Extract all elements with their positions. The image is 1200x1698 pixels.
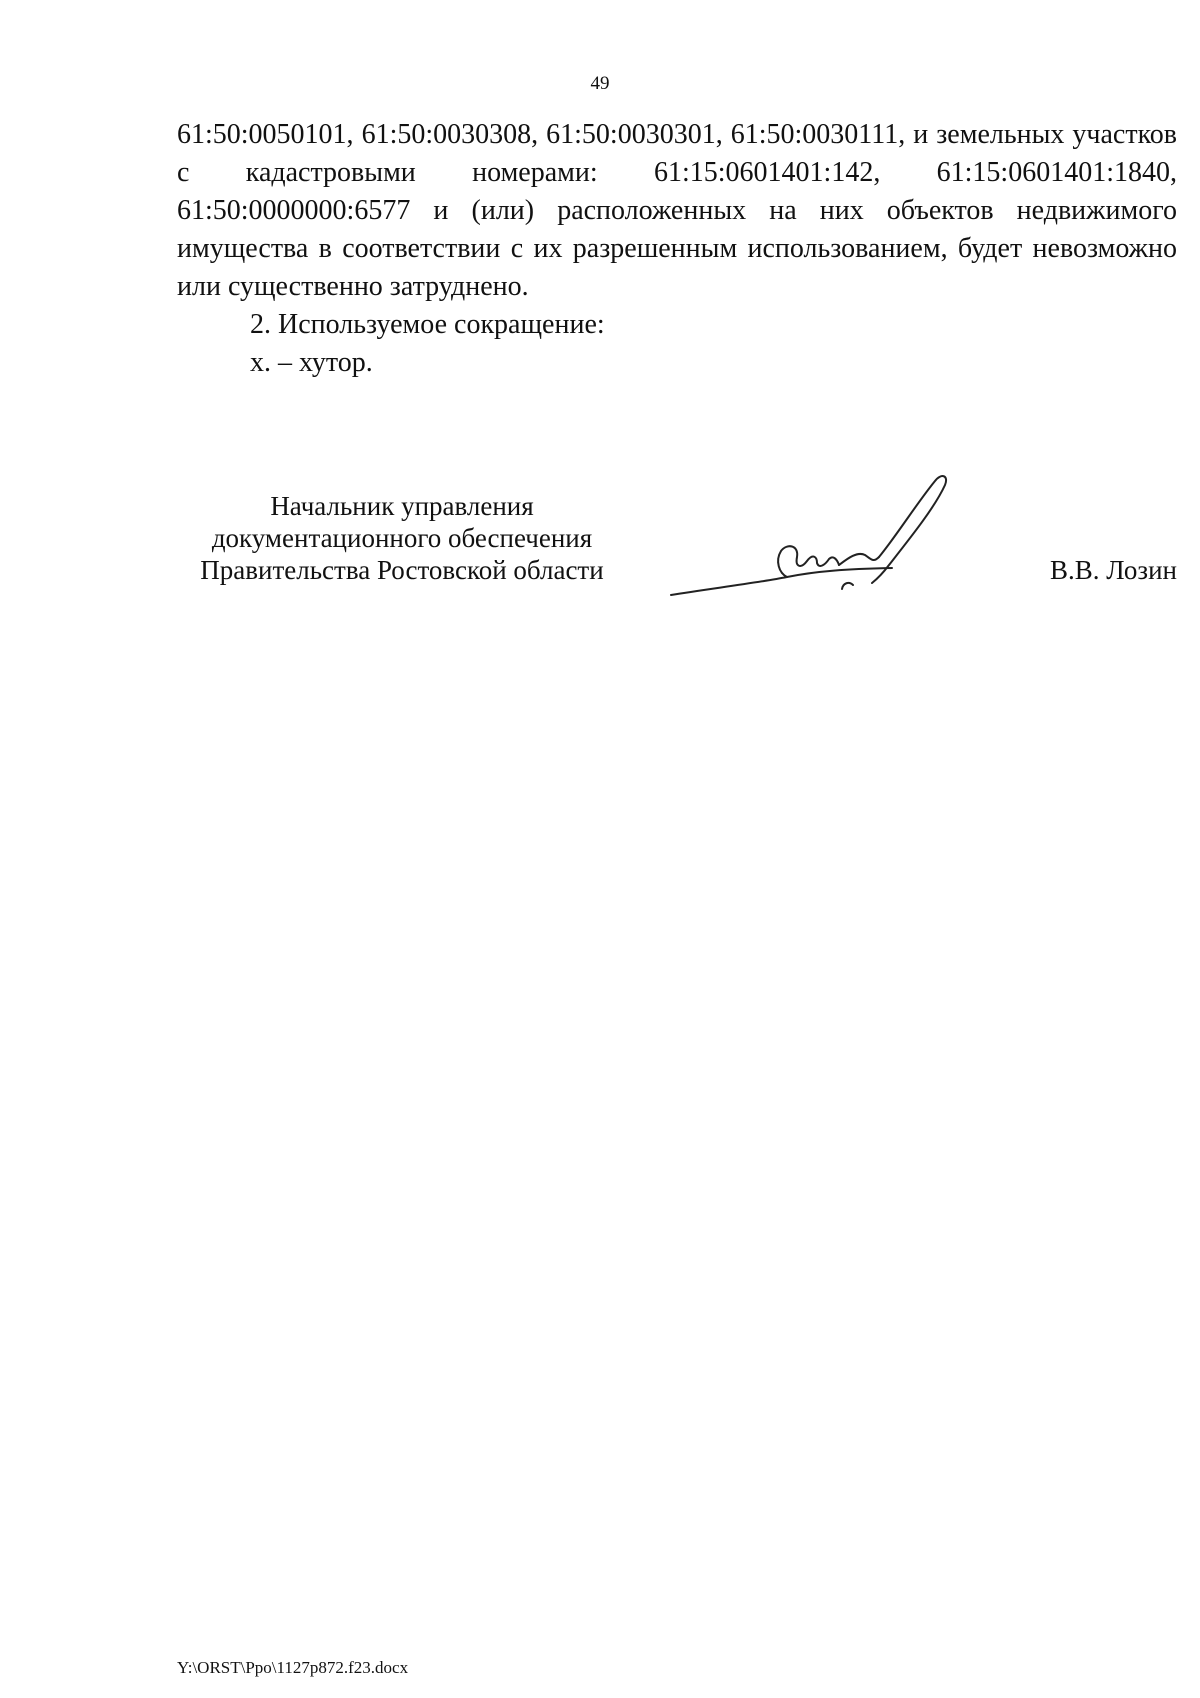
position-line-2: документационного обеспечения: [211, 523, 593, 553]
signature-block: [177, 490, 1177, 640]
item-abbreviations-heading: 2. Используемое сокращение:: [250, 309, 605, 340]
paragraph-cadastral: 61:50:0050101, 61:50:0030308, 61:50:0030301, 61:50:0030111, и земельных участков с кадастровыми номерами: 61:15:0601401:142, 61:15:0601401:1840, 61:50:0000000:6577 и (или) расположенных на них объектов недвижимого имущества в соответствии с их разрешенным использованием, будет невозможно или существенно затруднено.: [177, 119, 1177, 302]
signer-name: В.В. Лозин: [1050, 555, 1177, 585]
signer-position: [177, 490, 627, 586]
position-line-1: Начальник управления: [270, 491, 534, 521]
abbreviation-definition: х. – хутор.: [250, 347, 373, 378]
document-body: [177, 116, 1177, 382]
file-path-footer: Y:\ORST\Ppo\1127p872.f23.docx: [177, 1658, 409, 1677]
position-line-3: Правительства Ростовской области: [200, 555, 604, 585]
handwritten-signature: [667, 465, 967, 605]
page-number: 49: [590, 73, 610, 94]
